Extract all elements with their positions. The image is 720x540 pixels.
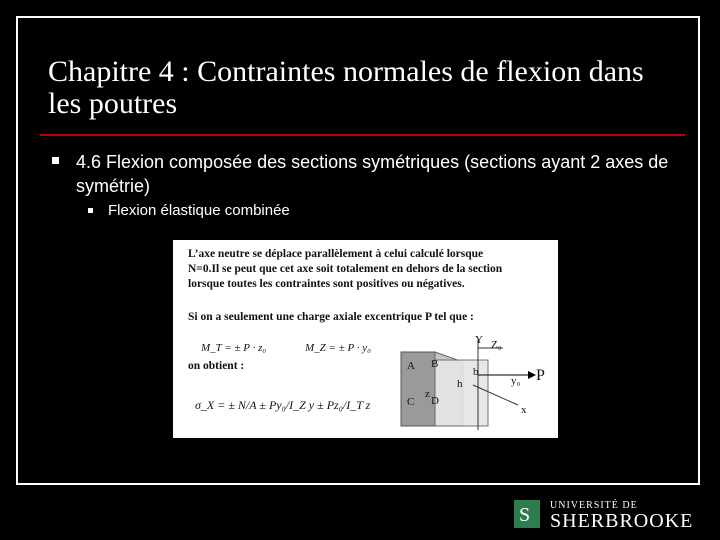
- label-p: P: [536, 367, 545, 384]
- label-z: z: [425, 388, 430, 400]
- logo-text-small: UNIVERSITÉ DE: [550, 500, 638, 511]
- bullet-text-2: Flexion élastique combinée: [108, 202, 290, 219]
- logo-text-big: SHERBROOKE: [550, 510, 694, 532]
- equation-mt: M_T = ± P · z₀: [201, 342, 267, 354]
- label-a: A: [407, 360, 415, 372]
- label-y-axis: Y: [475, 334, 483, 346]
- bullet-text-1: 4.6 Flexion composée des sections symétriques (sections ayant 2 axes de symétrie): [76, 152, 669, 196]
- svg-text:S: S: [519, 504, 531, 526]
- label-b-corner: B: [431, 358, 439, 370]
- figure-line-1: L’axe neutre se déplace parallèlement à celui calculé lorsque: [188, 248, 484, 260]
- figure-panel: [173, 240, 558, 438]
- figure-obtient: on obtient :: [188, 360, 245, 372]
- label-b: b: [473, 366, 479, 378]
- university-logo: [514, 500, 699, 532]
- sub-bullet-marker: [88, 208, 93, 213]
- figure-line-3: lorsque toutes les contraintes sont positives ou négatives.: [188, 278, 465, 290]
- slide-title: Chapitre 4 : Contraintes normales de flexion dans les poutres: [48, 55, 644, 120]
- label-c: C: [407, 396, 415, 408]
- equation-mz: M_Z = ± P · y₀: [305, 342, 371, 354]
- equation-sigma: σ_X = ± N/A ± Py₀/I_Z y ± Pz₀/I_T z: [195, 398, 371, 412]
- label-y0: y₀: [511, 375, 521, 387]
- label-d: D: [431, 395, 439, 407]
- label-x: x: [521, 404, 527, 416]
- label-z0: Z₀: [491, 339, 502, 351]
- bullet-marker: [52, 157, 59, 164]
- label-h: h: [457, 378, 463, 390]
- figure-line-4: Si on a seulement une charge axiale excentrique P tel que :: [188, 311, 474, 323]
- title-divider: [40, 134, 685, 136]
- logo-mark-icon: [514, 500, 540, 528]
- figure-line-2: N=0.Il se peut que cet axe soit totalement en dehors de la section: [188, 263, 503, 275]
